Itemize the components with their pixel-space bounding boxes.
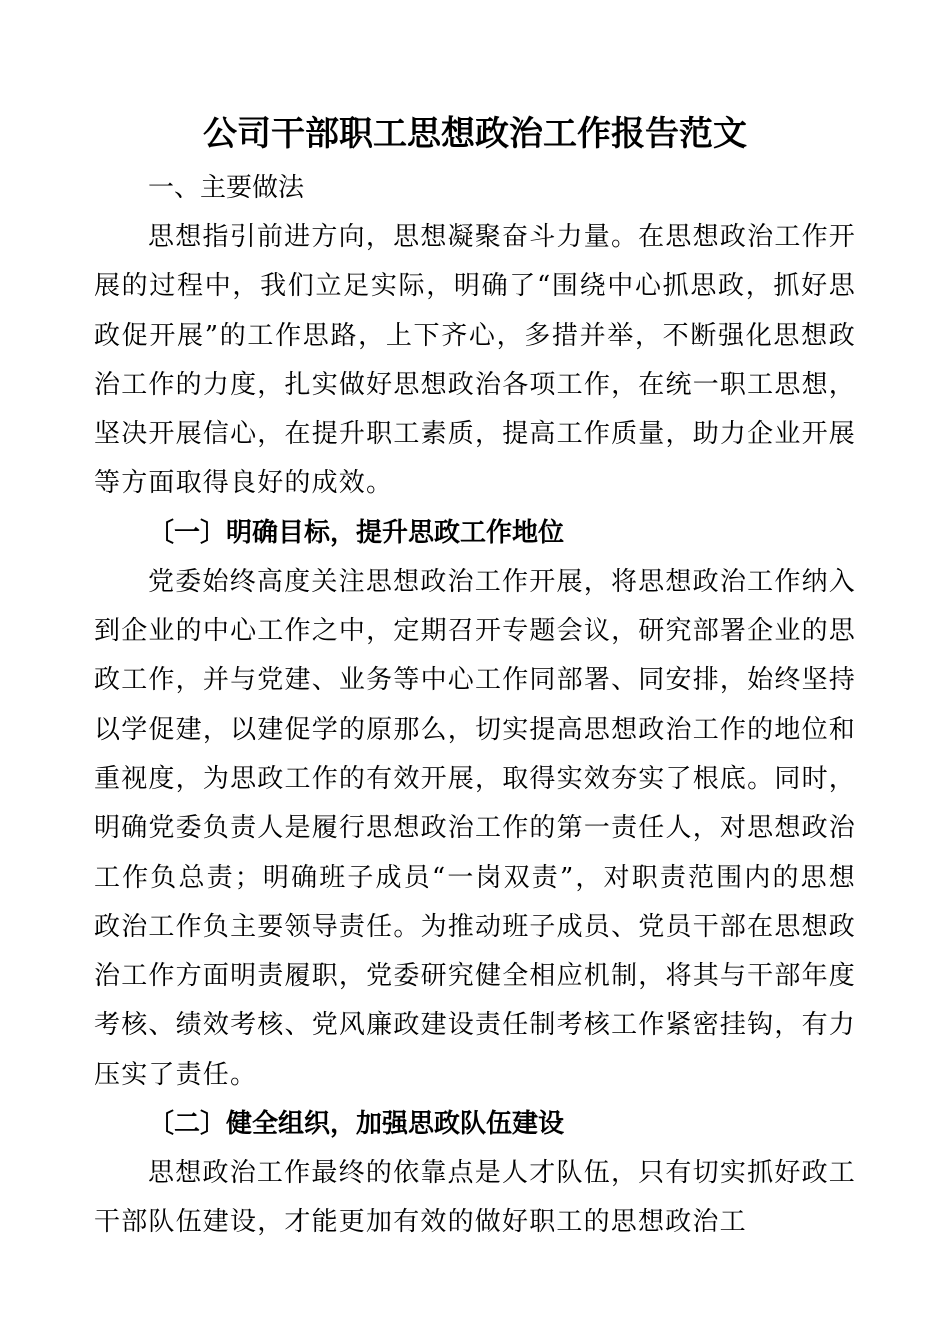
- subsection-heading-1: 〔一〕明确目标，提升思政工作地位: [148, 517, 565, 548]
- subsection-2-paragraph: 思想政治工作最终的依靠点是人才队伍，只有切实抓好政工干部队伍建设，才能更加有效的做好职工的思想政治工: [94, 1158, 856, 1238]
- document-page: [94, 108, 856, 1248]
- section-heading-main-practices: 一、主要做法: [148, 173, 305, 203]
- intro-paragraph: 思想指引前进方向，思想凝聚奋斗力量。在思想政治工作开展的过程中，我们立足实际，明确了“围绕中心抓思政，抓好思政促开展”的工作思路，上下齐心，多措并举，不断强化思想政治工作的力度，扎实做好思想政治各项工作，在统一职工思想，坚决开展信心，在提升职工素质，提高工作质量，助力企业开展等方面取得良好的成效。: [94, 222, 856, 499]
- subsection-1-paragraph: 党委始终高度关注思想政治工作开展，将思想政治工作纳入到企业的中心工作之中，定期召开专题会议，研究部署企业的思政工作，并与党建、业务等中心工作同部署、同安排，始终坚持以学促建，以建促学的原那么，切实提高思想政治工作的地位和重视度，为思政工作的有效开展，取得实效夯实了根底。同时，明确党委负责人是履行思想政治工作的第一责任人，对思想政治工作负总责；明确班子成员“一岗双责”，对职责范围内的思想政治工作负主要领导责任。为推动班子成员、党员干部在思想政治工作方面明责履职，党委研究健全相应机制，将其与干部年度考核、绩效考核、党风廉政建设责任制考核工作紧密挂钩，有力压实了责任。: [94, 566, 856, 1090]
- document-title: 公司干部职工思想政治工作报告范文: [203, 114, 747, 154]
- subsection-heading-2: 〔二〕健全组织，加强思政队伍建设: [148, 1109, 565, 1140]
